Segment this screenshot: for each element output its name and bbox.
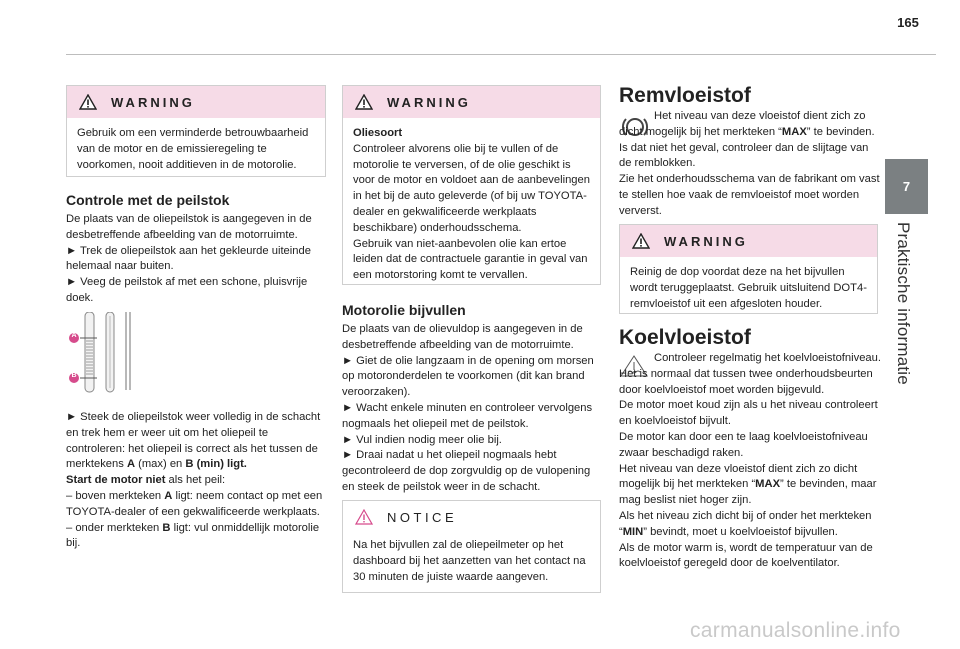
refill-p2: ► Giet de olie langzaam in de opening om morsen op motoronderdelen te voorkomen (dit kan brand veroorzaken). — [342, 354, 594, 399]
chapter-tab[interactable]: 7 — [885, 159, 928, 214]
dipstick-p2: ► Trek de oliepeilstok aan het gekleurde uiteinde helemaal naar buiten. — [66, 244, 311, 273]
refill-heading: Motorolie bijvullen — [342, 302, 466, 318]
notice-text: Na het bijvullen zal de oliepeilmeter op het dashboard bij het aanzetten van het contact na 30 minuten de juiste waarde aangeven. — [353, 539, 586, 583]
warning-triangle-icon — [632, 233, 650, 249]
dipstick-p3: ► Veeg de peilstok af met een schone, pluisvrije doek. — [66, 276, 308, 304]
dipstick-result — [66, 410, 330, 552]
warning-body — [343, 118, 600, 292]
coolant-heading: Koelvloeistof — [619, 326, 751, 349]
warning-subtitle: Oliesoort — [353, 127, 403, 139]
coolant-p3: De motor kan door een te laag koelvloeistofniveau zwaar beschadigd raken. — [619, 430, 868, 459]
after-check-text: ► Steek de oliepeilstok weer volledig in de schacht en trek hem er weer uit om het oliepeil te controleren: het oliepeil is correct als het tussen de merktekens A (max) en B (min) ligt. — [66, 411, 321, 471]
warning-text: Gebruik om een verminderde betrouwbaarheid van de motor en de emissieregeling te voorkomen, nooit additieven in de motorolie. — [77, 127, 309, 171]
brake-intro: Het niveau van deze vloeistof dient zich zo dicht mogelijk bij het merkteken “MAX” te bevinden. Is dat niet het geval, controleer dan de slijtage van de remblokken. — [619, 110, 875, 170]
chapter-title: Praktische informatie — [894, 222, 913, 385]
dash-item-below: – onder merkteken B ligt: vul onmiddellijk motorolie bij. — [66, 521, 320, 550]
warning-header — [343, 86, 600, 118]
warning-text: Reinig de dop voordat deze na het bijvullen wordt teruggeplaatst. Gebruik uitsluitend DOT4-remvloeistof uit een afgesloten houder. — [630, 266, 867, 310]
page-number: 165 — [897, 15, 919, 30]
coolant-p2: De motor moet koud zijn als u het niveau controleert en koelvloeistof bijvult. — [619, 399, 878, 428]
dipstick-illustration — [66, 312, 146, 396]
warning-box-oil-type — [342, 85, 601, 285]
dash-item-above: – boven merkteken A ligt: neem contact op met een TOYOTA-dealer of een gekwalificeerde werkplaats. — [66, 489, 323, 518]
dipstick-heading: Controle met de peilstok — [66, 192, 230, 208]
notice-title: NOTICE — [387, 509, 458, 525]
brake-p2: Zie het onderhoudsschema van de fabrikant om vast te stellen hoe vaak de remvloeistof moet worden ververst. — [619, 173, 880, 217]
coolant-p4: Het niveau van deze vloeistof dient zich zo dicht mogelijk bij het merkteken “MAX” te bevinden, maar mag beslist niet hoger zijn. — [619, 462, 877, 507]
warning-triangle-icon — [79, 94, 97, 110]
warning-text-2: Gebruik van niet-aanbevolen olie kan ertoe leiden dat de contractuele garantie in geval van een motorstoring komt te vervallen. — [353, 237, 588, 282]
warning-title: WARNING — [387, 94, 471, 110]
watermark: carmanualsonline.info — [690, 619, 901, 642]
dipstick-instructions — [66, 212, 330, 307]
refill-p4: ► Vul indien nodig meer olie bij. — [342, 433, 502, 446]
notice-triangle-icon — [355, 509, 373, 525]
refill-p5: ► Draai nadat u het oliepeil nogmaals hebt gecontroleerd de dop zorgvuldig op de vulopening en steek de peilstok weer in de schacht. — [342, 449, 591, 493]
warning-title: WARNING — [111, 94, 195, 110]
figure-label-b: B — [71, 372, 77, 379]
warning-header — [620, 225, 877, 257]
notice-header — [343, 501, 600, 533]
coolant-p1: Het is normaal dat tussen twee onderhoudsbeurten door koelvloeistof moet worden bijgevuld. — [619, 367, 873, 396]
warning-triangle-icon — [355, 94, 373, 110]
refill-instructions — [342, 322, 604, 496]
figure-label-a: A — [71, 332, 77, 339]
brake-fluid-heading: Remvloeistof — [619, 84, 751, 107]
warning-header — [67, 86, 325, 118]
notice-box — [342, 500, 601, 593]
coolant-p5: Als het niveau zich dicht bij of onder het merkteken “MIN” bevindt, moet u koelvloeistof bijvullen. — [619, 509, 872, 538]
start-engine-warning: Start de motor niet als het peil: — [66, 474, 226, 487]
warning-title: WARNING — [664, 233, 748, 249]
coolant-text — [619, 351, 881, 572]
refill-p3: ► Wacht enkele minuten en controleer vervolgens nogmaals het oliepeil met de peilstok. — [342, 401, 593, 430]
coolant-p6: Als de motor warm is, wordt de temperatuur van de koelvloeistof geregeld door de koelventilator. — [619, 541, 873, 570]
warning-text-1: Controleer alvorens olie bij te vullen of de motorolie te verversen, of de olie geschikt is voor de motor en voldoet aan de aanbevelingen in het bij de auto geleverde (of bij uw TOYOTA-dealer en gekwalificeerde werkplaats beschikbare) onderhoudsschema. — [353, 142, 590, 234]
warning-box-additives — [66, 85, 326, 177]
header-rule — [66, 54, 936, 55]
coolant-intro: Controleer regelmatig het koelvloeistofniveau. — [654, 352, 881, 364]
dipstick-p1: De plaats van de oliepeilstok is aangegeven in de desbetreffende afbeelding van de motorruimte. — [66, 213, 312, 241]
refill-p1: De plaats van de olievuldop is aangegeven in de desbetreffende afbeelding van de motorruimte. — [342, 323, 583, 351]
warning-box-brake — [619, 224, 878, 314]
brake-fluid-text — [619, 109, 881, 220]
